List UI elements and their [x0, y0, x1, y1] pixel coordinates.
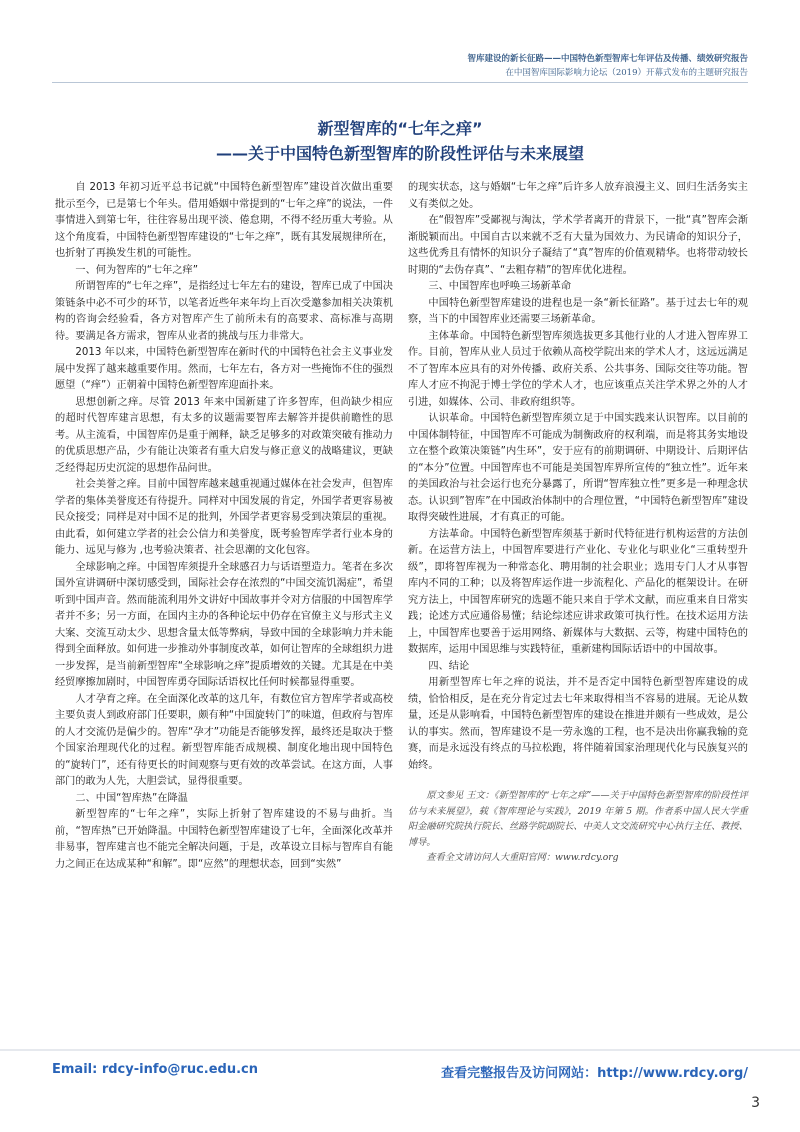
running-header-subtitle: 在中国智库国际影响力论坛（2019）开幕式发布的主题研究报告: [505, 68, 748, 78]
paragraph: 思想创新之痒。尽管 2013 年来中国新建了许多智库，但尚缺少相应的超时代智库建言思想，有太多的议题需要智库去解答并提供前瞻性的思考。从主流看，中国智库仍是重于阐释，缺乏足够多的对政策突破有推动力的优质思想产品，少有能让决策者有重大启发与修正意义的战略建议，更缺乏经得起历史沉淀的思想作品问世。: [55, 396, 393, 474]
left-column: [55, 180, 393, 873]
paragraph: 中国特色新型智库建设的进程也是一条“新长征路”。基于过去七年的观察，当下的中国智库业还需要三场新革命。: [408, 297, 748, 325]
paragraph: 全球影响之痒。中国智库须提升全球感召力与话语塑造力。笔者在多次国外宣讲调研中深切感受到，国际社会存在浓烈的“中国交流饥渴症”，希望听到中国声音。然而能流利用外文讲好中国故事并令对方信服的中国智库学者并不多；另一方面，在国内主办的各种论坛中仍存在官僚主义与形式主义大案、交流互动太少、思想含量太低等弊病，导致中国的全球影响力并未能得到全面释放。如何进一步推动外事制度改革，如何让智库的全球组织力进一步发挥，是当前新型智库“全球影响之痒”提质增效的关键。尤其是在中美经贸摩擦加剧时，中国智库勇夺国际话语权比任何时候都显得重要。: [55, 561, 393, 688]
paragraph: 所谓智库的“七年之痒”，是指经过七年左右的建设，智库已成了中国决策链条中必不可少的环节，以笔者近些年来年均上百次受邀参加相关决策机构的咨询会经验看，各方对智库产生了前所未有的高要求、高标准与高期待。要满足各方需求，智库从业者的挑战与压力非常大。: [55, 281, 393, 342]
reference-note: [408, 788, 748, 866]
running-header-title: 智库建设的新长征路——中国特色新型智库七年评估及传播、绩效研究报告: [467, 54, 748, 64]
paragraph: 社会美誉之痒。目前中国智库越来越重视通过媒体在社会发声，但智库学者的集体美誉度还有待提升。同样对中国发展的肯定，外国学者更容易被民众接受；同样是对中国不足的批判，外国学者更容易受到决策层的重视。由此看，如何建立学者的社会公信力和美誉度，既考验智库学者行业本身的能力、远见与修为 ,也考验决策者、社会思潮的文化包容。: [55, 479, 393, 556]
paragraph: 方法革命。中国特色新型智库须基于新时代特征进行机构运营的方法创新。在运营方法上，中国智库要进行产业化、专业化与职业化“三重转型升级”，即将智库视为一种常态化、聘用制的社会职业；选用专门人才从事智库内不同的工种；以及将智库运作进一步流程化、产品化的框架设计。在研究方法上，中国智库研究的选题不能只来自于学术文献，而应重来自日常实践；论述方式应通俗易懂；结论综述应讲求政策可执行性。在技术运用方法上，中国智库也要善于运用网络、新媒体与大数据、云等，构建中国特色的数据库，运用中国思维与实践特征，重新建构国际话语中的中国故事。: [408, 528, 748, 655]
paragraph: 2013 年以来，中国特色新型智库在新时代的中国特色社会主义事业发展中发挥了越来越重要作用。然而，七年左右，各方对一些掩饰不住的强烈愿望（“痒”）正朝着中国特色新型智库迎面扑来。: [55, 347, 393, 391]
footer-divider: [0, 1049, 800, 1051]
section-heading: 二、中国“智库热”在降温: [75, 792, 188, 804]
section-heading: 三、中国智库也呼唤三场新革命: [428, 281, 572, 292]
paragraph: 新型智库的“七年之痒”，实际上折射了智库建设的不易与曲折。当前，“智库热”已开始降温。中国特色新型智库建设了七年，全面深化改革并非易事，智库建言也不能完全解决问题，于是，改革设立目标与智库自有能力之间正在达成某种“和解”。即“应然”的理想状态，回到“实然”: [55, 809, 393, 870]
header-divider: [52, 82, 748, 83]
article-subtitle: ——关于中国特色新型智库的阶段性评估与未来展望: [215, 144, 584, 163]
right-column: [408, 180, 748, 866]
footer-website[interactable]: 查看完整报告及访问网站：http://www.rdcy.org/: [441, 1066, 748, 1081]
paragraph: 用新型智库七年之痒的说法，并不是否定中国特色新型智库建设的成绩，恰恰相反，是在充分肯定过去七年来取得相当不容易的进展。无论从数量，还是从影响看，中国特色新型智库的建设在推进并颇有一些成效，是公认的事实。然而，智库建设不是一劳永逸的工程，也不是决出你赢我输的竞赛，而是永远没有终点的马拉松跑，将伴随着国家治理现代化与民族复兴的始终。: [408, 677, 748, 771]
citation-text: 原文参见 王文：《新型智库的“七年之痒”——关于中国特色新型智库的阶段性评估与未来展望》，载《智库理论与实践》，2019 年第 5 期。作者系中国人民大学重阳金融研究院执行院长、丝路学院副院长、中美人文交流研究中心执行主任、教授、博导。: [408, 790, 748, 848]
paragraph: 的现实状态，这与婚姻“七年之痒”后许多人放弃浪漫主义、回归生活务实主义有类似之处。: [408, 182, 748, 210]
section-heading: 四、结论: [428, 660, 470, 672]
website-link-text[interactable]: 查看全文请访问人大重阳官网：www.rdcy.org: [426, 852, 619, 863]
paragraph: 自 2013 年初习近平总书记就“中国特色新型智库”建设首次做出重要批示至今，已是第七个年头。借用婚姻中常提到的“七年之痒”的说法，一件事情进入到第七年，往往容易出现平淡、倦怠期，不得不经历重大考验。从这个角度看，中国特色新型智库建设的“七年之痒”，既有其发展规律所在，也折射了再换发生机的可能性。: [55, 182, 393, 259]
page-number: 3: [751, 1095, 760, 1111]
article-title: 新型智库的“七年之痒”: [317, 119, 483, 138]
paragraph: 在“假智库”受鄙视与淘汰，学术学者离开的背景下，一批“真”智库会渐渐脱颖而出。中国自古以来就不乏有大量为国效力、为民请命的知识分子，这些优秀且有情怀的知识分子凝结了“真”智库的价值观精华。也将带动较长时期的“去伪存真”、“去粗存精”的智库优化进程。: [408, 215, 748, 276]
paragraph: 人才孕育之痒。在全面深化改革的这几年，有数位官方智库学者或高校主要负责人到政府部门任要职，颇有种“中国旋转门”的味道，但政府与智库的人才交流仍是偏少的。智库“孕才”功能是否能够发挥，最终还是取决于整个国家治理现代化的过程。新型智库能否成规模、制度化地出现中国特色的“旋转门”，还有待更长的时间观察与更有效的改革尝试。在这方面，人事部门的敢为人先，大胆尝试，显得很重要。: [55, 693, 393, 787]
paragraph: 认识革命。中国特色新型智库须立足于中国实践来认识智库。以目前的中国体制特征，中国智库不可能成为制衡政府的权利端，而是将其务实地设立在整个政策决策链”内生环”，安于应有的前期调研、中期设计、后期评估的“本分”位置。中国智库也不可能是美国智库界所宣传的“独立性”。近年来的美国政治与社会运行也充分暴露了，所谓“智库独立性”更多是一种理念状态。认识到”智库”在中国政治体制中的合理位置，“中国特色新型智库”建设取得突破性进展，才有真正的可能。: [408, 413, 748, 523]
footer-email[interactable]: Email: rdcy-info@ruc.edu.cn: [52, 1062, 259, 1077]
paragraph: 主体革命。中国特色新型智库须选拔更多其他行业的人才进入智库界工作。目前，智库从业人员过于依赖从高校学院出来的学术人才，这远远满足不了智库本应具有的对外传播、政府关系、公共事务、国际交往等功能。智库人才应不拘泥于博士学位的学术人才，也应该重点关注学术界之外的人才引进，如媒体、公司、非政府组织等。: [408, 330, 748, 408]
section-heading: 一、何为智库的“七年之痒”: [75, 264, 199, 276]
